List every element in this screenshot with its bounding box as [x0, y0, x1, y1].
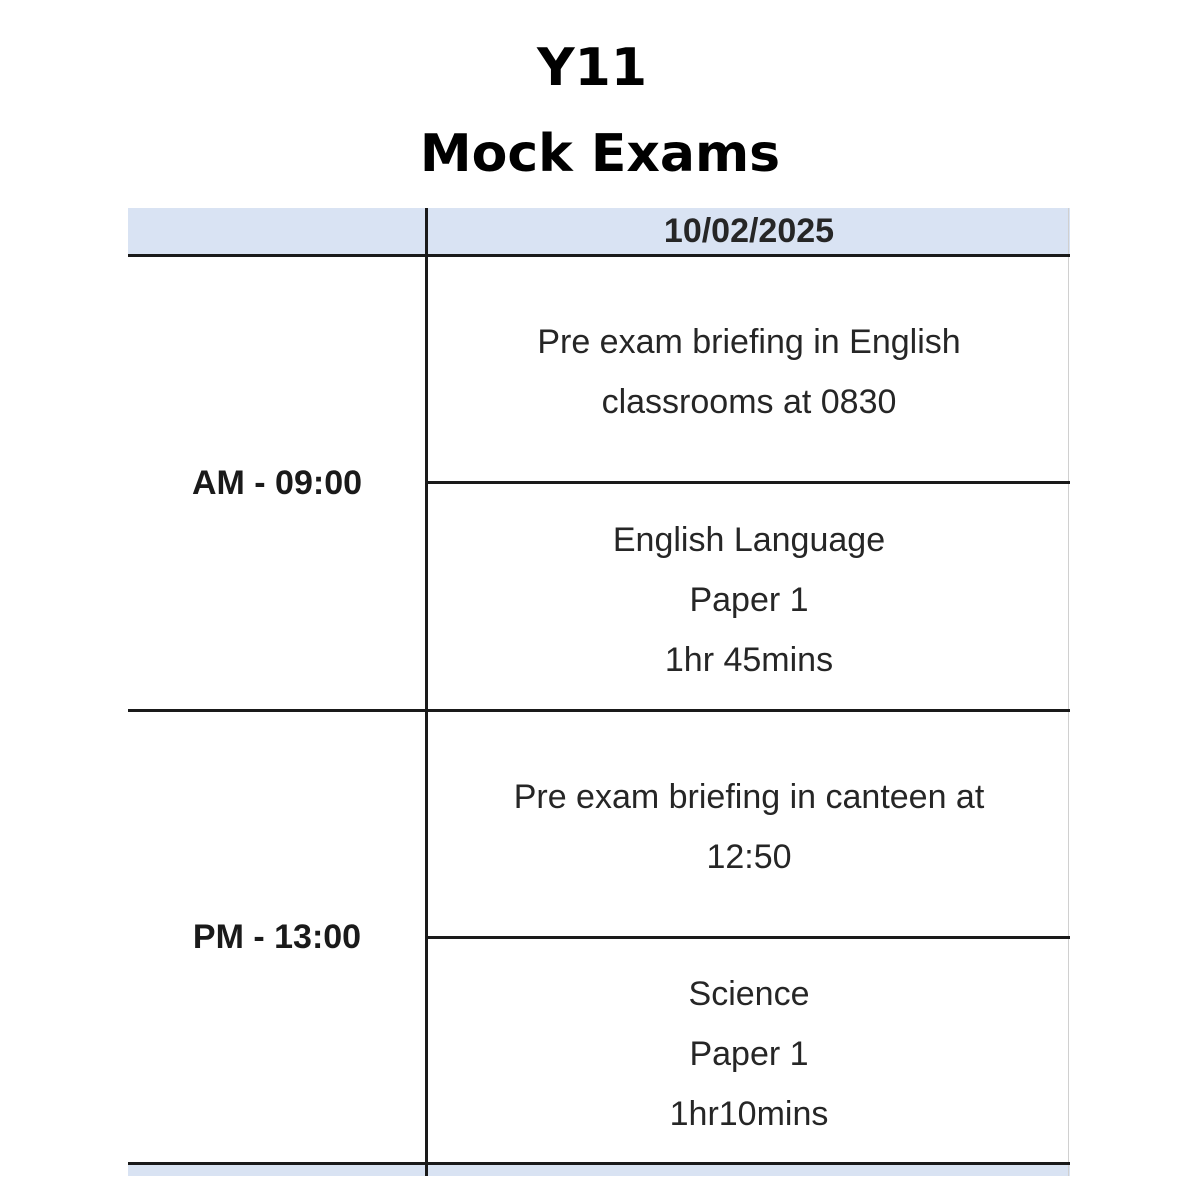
am-briefing-line-1: Pre exam briefing in English [537, 323, 961, 361]
pm-exam-cell [428, 964, 1070, 1144]
am-briefing-line-2: classrooms at 0830 [601, 383, 897, 421]
am-exam-cell [428, 510, 1070, 690]
am-briefing-cell [428, 312, 1070, 432]
pm-exam-subject: Science [688, 975, 810, 1013]
page-title-year: Y11 [536, 38, 648, 98]
pm-exam-duration: 1hr10mins [669, 1095, 829, 1133]
slot-divider-rule [128, 709, 1070, 712]
am-exam-duration: 1hr 45mins [664, 641, 834, 679]
pm-briefing-line-2: 12:50 [706, 838, 792, 876]
bottom-rule [128, 1162, 1070, 1165]
pm-exam-paper: Paper 1 [689, 1035, 809, 1073]
am-exam-subject: English Language [612, 521, 886, 559]
slot-label-pm: PM - 13:00 [192, 918, 362, 956]
am-exam-paper: Paper 1 [689, 581, 809, 619]
am-inner-rule [426, 481, 1070, 484]
footer-band [128, 1164, 1070, 1176]
header-rule [128, 254, 1070, 257]
page-title-exams: Mock Exams [419, 124, 781, 184]
slot-label-am: AM - 09:00 [191, 464, 363, 502]
pm-briefing-cell [428, 767, 1070, 887]
pm-inner-rule [426, 936, 1070, 939]
pm-briefing-line-1: Pre exam briefing in canteen at [513, 778, 985, 816]
exam-timetable [128, 208, 1070, 1176]
date-header: 10/02/2025 [663, 212, 835, 250]
